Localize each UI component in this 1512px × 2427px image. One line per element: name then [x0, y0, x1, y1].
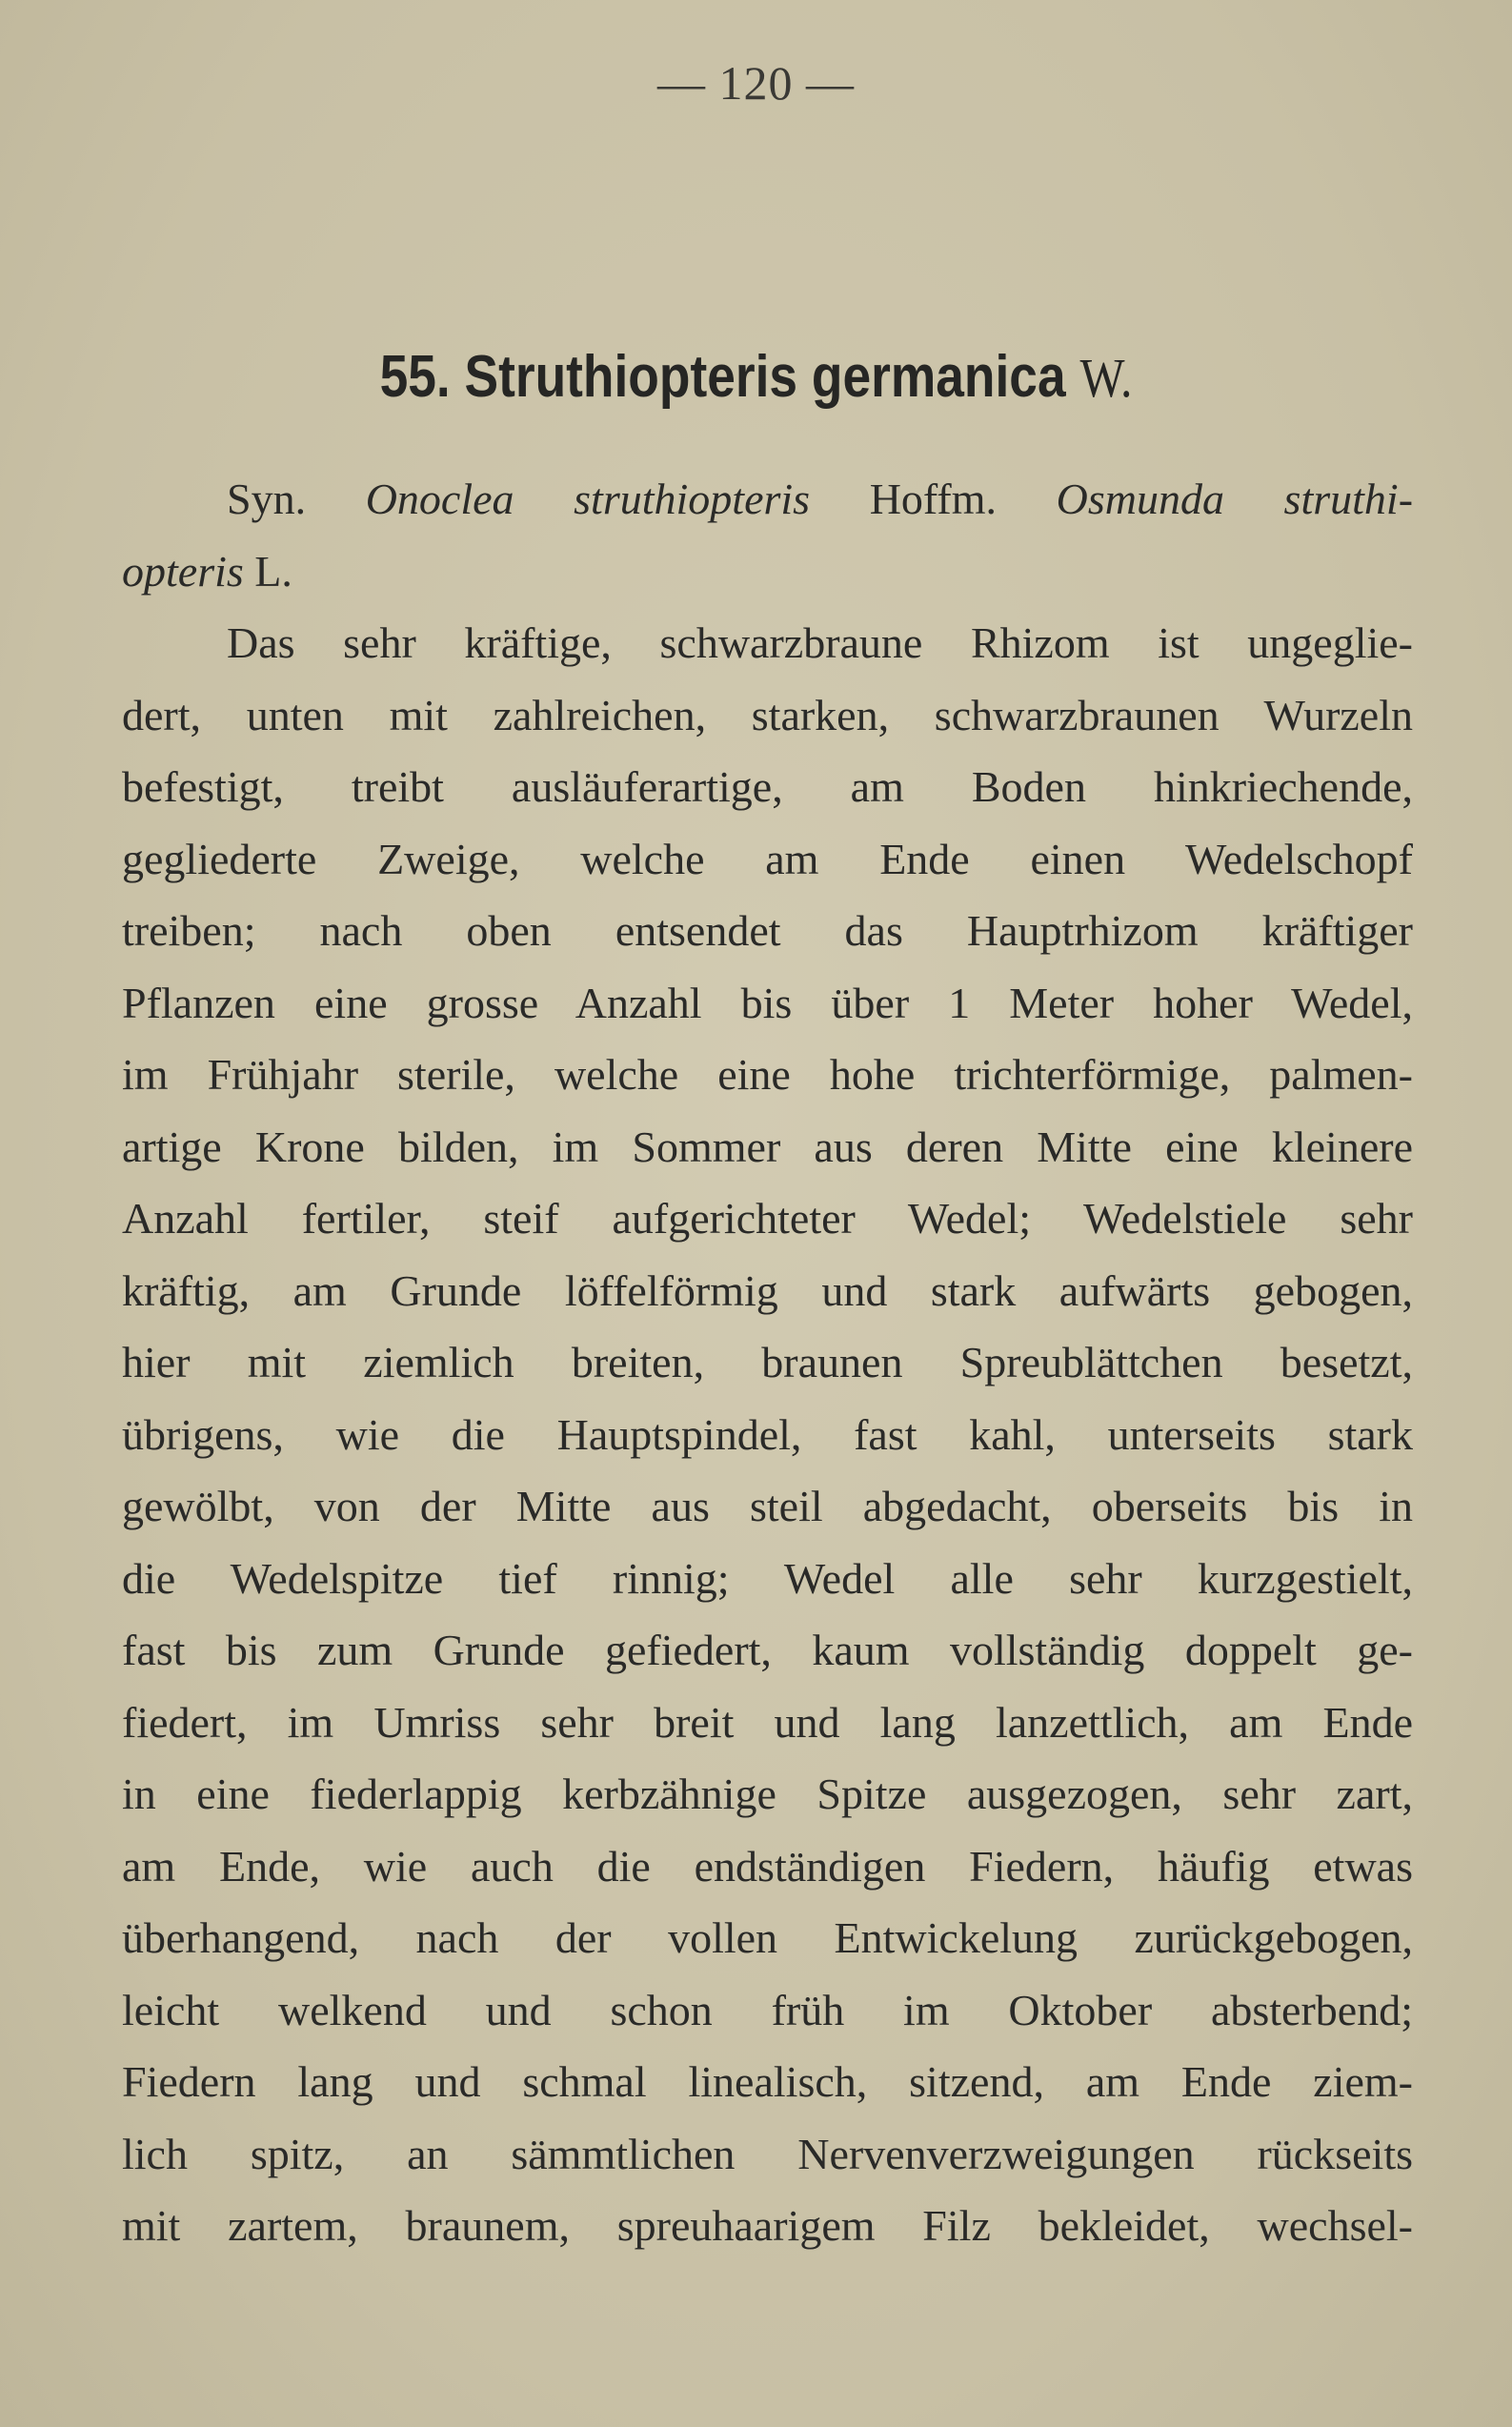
- body-line: lich spitz, an sämmtlichen Nervenverzweigungen rückseits: [122, 2129, 1413, 2178]
- synonym-author-1: Hoffm.: [869, 475, 997, 523]
- body-line: Das sehr kräftige, schwarzbraune Rhizom ist ungeglie-: [227, 618, 1413, 667]
- body-line: leicht welkend und schon früh im Oktober absterbend;: [122, 1985, 1413, 2034]
- species-name: Struthiopteris germanica: [464, 344, 1066, 410]
- body-line: übrigens, wie die Hauptspindel, fast kahl, unterseits stark: [122, 1409, 1413, 1459]
- synonym-line-1: [122, 463, 1413, 536]
- description-text: [122, 463, 1413, 2262]
- synonym-name-1: Onoclea struthiopteris: [365, 475, 811, 523]
- synonym-label: Syn.: [227, 475, 307, 523]
- species-author: W.: [1079, 347, 1133, 409]
- synonym-name-2-part-1: Osmunda struthi-: [1056, 475, 1414, 523]
- body-line: hier mit ziemlich breiten, braunen Spreublättchen besetzt,: [122, 1338, 1413, 1386]
- body-line: mit zartem, braunem, spreuhaarigem Filz bekleidet, wechsel-: [122, 2201, 1413, 2250]
- body-line: dert, unten mit zahlreichen, starken, schwarzbraunen Wurzeln: [122, 690, 1413, 739]
- body-line: gegliederte Zweige, welche am Ende einen Wedelschopf: [122, 834, 1413, 883]
- body-line: Fiedern lang und schmal linealisch, sitzend, am Ende ziem-: [122, 2057, 1413, 2106]
- body-line: Anzahl fertiler, steif aufgerichteter Wedel; Wedelstiele sehr: [122, 1194, 1413, 1243]
- species-number: 55.: [379, 344, 451, 410]
- synonym-author-2: L.: [254, 546, 292, 596]
- body-line: artige Krone bilden, im Sommer aus deren Mitte eine kleinere: [122, 1122, 1413, 1171]
- body-line: im Frühjahr sterile, welche eine hohe trichterförmige, palmen-: [122, 1050, 1413, 1099]
- body-line: fast bis zum Grunde gefiedert, kaum vollständig doppelt ge-: [122, 1626, 1413, 1674]
- body-line: kräftig, am Grunde löffelförmig und stark aufwärts gebogen,: [122, 1265, 1413, 1315]
- body-line: in eine fiederlappig kerbzähnige Spitze ausgezogen, sehr zart,: [122, 1770, 1413, 1818]
- body-line: gewölbt, von der Mitte aus steil abgedacht, oberseits bis in: [122, 1482, 1413, 1530]
- body-line: befestigt, treibt ausläuferartige, am Boden hinkriechende,: [122, 762, 1413, 811]
- body-line: die Wedelspitze tief rinnig; Wedel alle sehr kurzgestielt,: [122, 1553, 1413, 1603]
- body-line: Pflanzen eine grosse Anzahl bis über 1 Meter hoher Wedel,: [122, 978, 1413, 1027]
- body-line: überhangend, nach der vollen Entwickelung zurückgebogen,: [122, 1913, 1413, 1962]
- synonym-name-2-part-2: opteris: [122, 546, 244, 596]
- body-line: am Ende, wie auch die endständigen Fiedern, häufig etwas: [122, 1841, 1413, 1891]
- body-line: treiben; nach oben entsendet das Hauptrhizom kräftiger: [122, 906, 1413, 955]
- synonym-line-2: [122, 536, 1413, 608]
- species-heading: [106, 343, 1406, 411]
- page-number: — 120 —: [657, 56, 855, 110]
- body-line: fiedert, im Umriss sehr breit und lang lanzettlich, am Ende: [122, 1697, 1413, 1747]
